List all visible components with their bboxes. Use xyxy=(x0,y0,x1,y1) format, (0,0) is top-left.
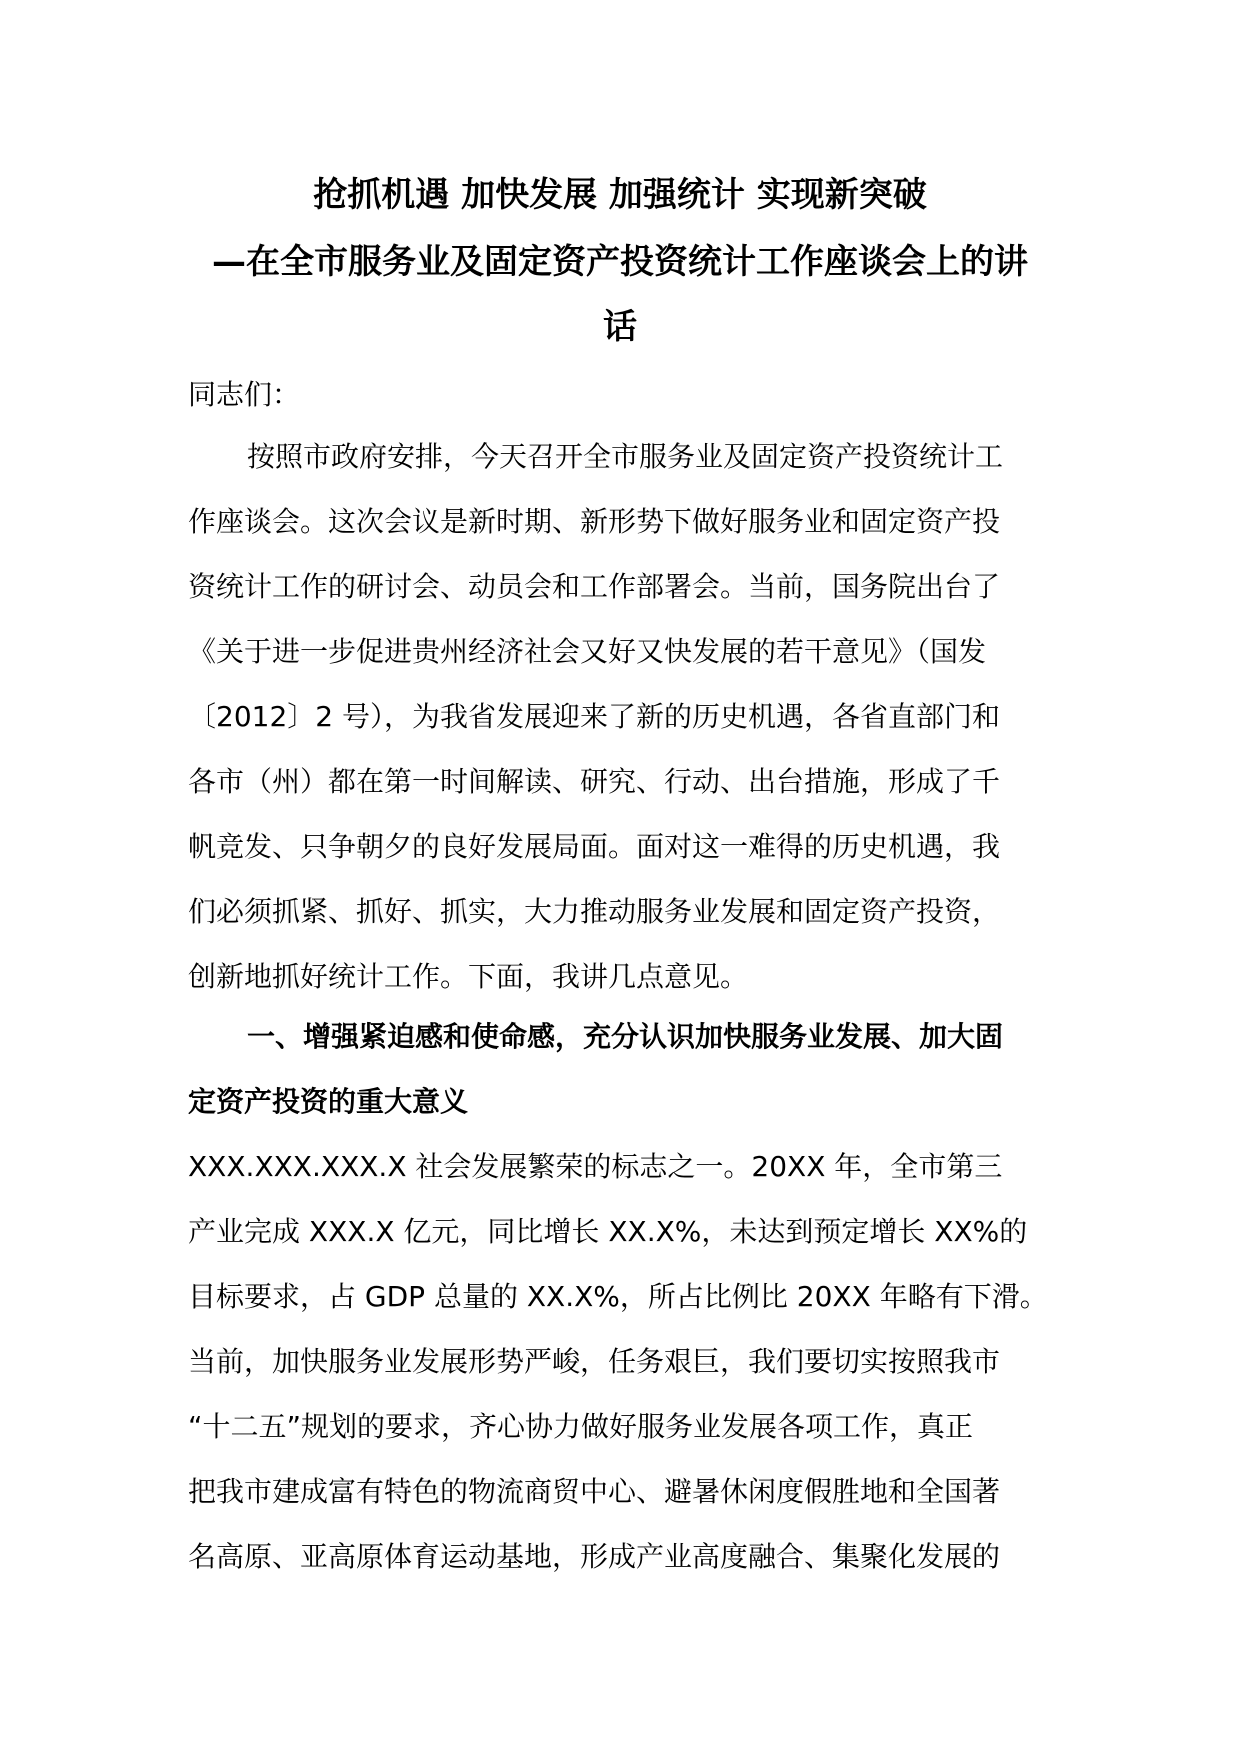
section-heading-line: 一、增强紧迫感和使命感，充分认识加快服务业发展、加大固 xyxy=(247,1020,1004,1053)
greeting: 同志们： xyxy=(188,378,301,411)
body-line: 产业完成 XXX.X 亿元，同比增长 XX.X%，未达到预定增长 XX%的 xyxy=(188,1215,1028,1248)
intro-line: 帆竞发、只争朝夕的良好发展局面。面对这一难得的历史机遇，我 xyxy=(188,830,1001,863)
intro-line: 作座谈会。这次会议是新时期、新形势下做好服务业和固定资产投 xyxy=(188,505,1001,538)
intro-line: 〔2012〕2 号），为我省发展迎来了新的历史机遇，各省直部门和 xyxy=(188,700,1000,733)
body-line: 目标要求，占 GDP 总量的 XX.X%，所占比例比 20XX 年略有下滑。 xyxy=(188,1280,1048,1313)
section-1-paragraph xyxy=(188,1150,1088,1605)
title-line-3: 话 xyxy=(603,307,637,347)
intro-line: 资统计工作的研讨会、动员会和工作部署会。当前，国务院出台了 xyxy=(188,570,1001,603)
intro-paragraph xyxy=(188,440,1088,1025)
intro-line: 《关于进一步促进贵州经济社会又好又快发展的若干意见》（国发 xyxy=(188,635,987,668)
title-line-1: 抢抓机遇 加快发展 加强统计 实现新突破 xyxy=(313,175,927,215)
body-line: “十二五”规划的要求，齐心协力做好服务业发展各项工作，真正 xyxy=(188,1410,974,1443)
body-line: 名高原、亚高原体育运动基地，形成产业高度融合、集聚化发展的 xyxy=(188,1540,1001,1573)
intro-line: 按照市政府安排，今天召开全市服务业及固定资产投资统计工 xyxy=(247,440,1004,473)
intro-line: 各市（州）都在第一时间解读、研究、行动、出台措施，形成了千 xyxy=(188,765,1001,798)
section-heading-1 xyxy=(188,1020,1088,1150)
title-line-2: —在全市服务业及固定资产投资统计工作座谈会上的讲 xyxy=(212,242,1028,282)
section-heading-line: 定资产投资的重大意义 xyxy=(188,1085,469,1118)
body-line: 当前，加快服务业发展形势严峻，任务艰巨，我们要切实按照我市 xyxy=(188,1345,1001,1378)
intro-line: 们必须抓紧、抓好、抓实，大力推动服务业发展和固定资产投资， xyxy=(188,895,1001,928)
body-line: XXX.XXX.XXX.X 社会发展繁荣的标志之一。20XX 年，全市第三 xyxy=(188,1150,1003,1183)
intro-line: 创新地抓好统计工作。下面，我讲几点意见。 xyxy=(188,960,749,993)
body-line: 把我市建成富有特色的物流商贸中心、避暑休闲度假胜地和全国著 xyxy=(188,1475,1001,1508)
